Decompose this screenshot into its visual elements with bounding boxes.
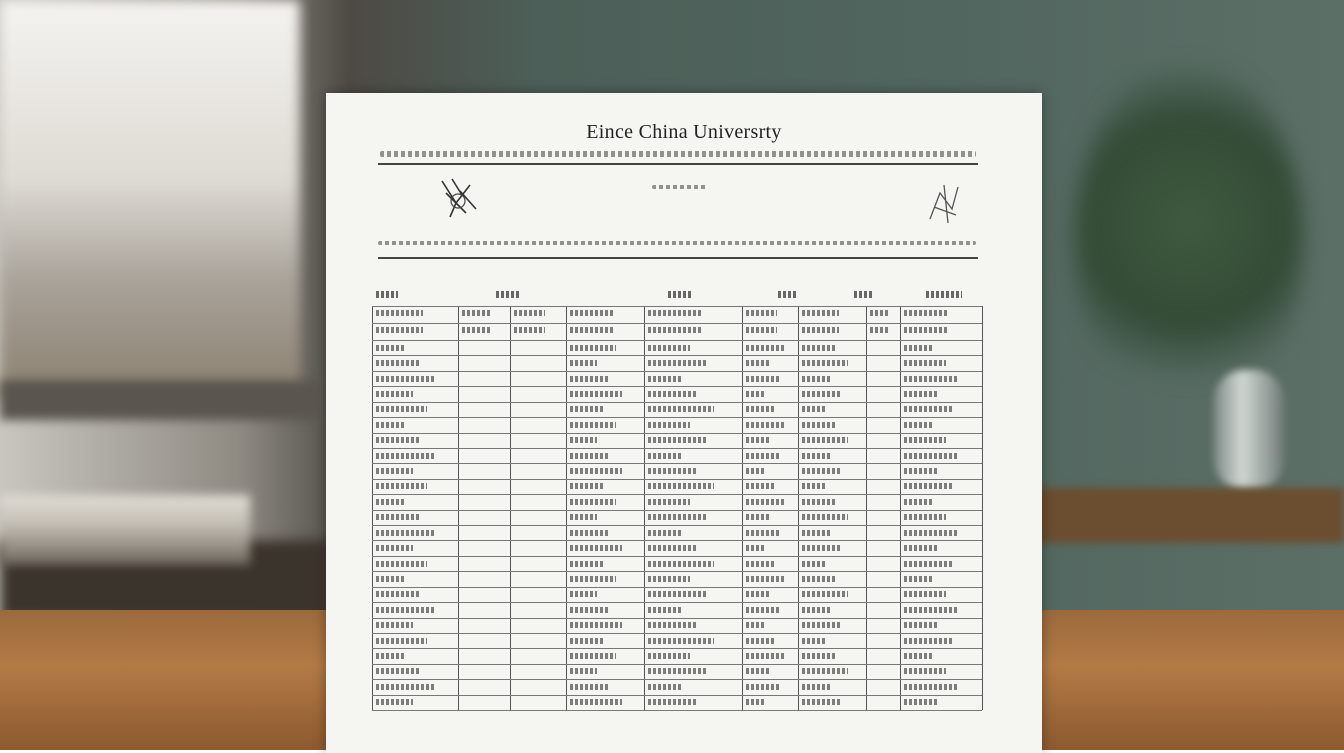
table-column-line	[372, 306, 373, 710]
table-column-line	[866, 306, 867, 710]
table-header-divider	[372, 323, 982, 324]
table-cell	[802, 376, 831, 382]
table-cell	[746, 607, 779, 613]
table-cell	[904, 422, 933, 428]
table-cell	[570, 376, 610, 382]
document-title: Eince China Universrty	[586, 121, 782, 143]
table-cell	[648, 561, 714, 567]
table-cell	[802, 622, 842, 628]
table-header-cell	[514, 327, 545, 333]
table-cell	[746, 684, 779, 690]
table-cell	[904, 561, 952, 567]
table-cell	[904, 453, 959, 459]
table-cell	[746, 406, 775, 412]
table-cell	[904, 391, 939, 397]
table-cell	[376, 468, 413, 474]
grades-table	[372, 306, 982, 710]
table-cell	[746, 561, 775, 567]
table-row-line	[372, 448, 982, 449]
table-cell	[904, 607, 959, 613]
table-cell	[648, 437, 706, 443]
table-cell	[904, 591, 946, 597]
table-row-line	[372, 355, 982, 356]
table-cell	[802, 699, 842, 705]
table-cell	[746, 638, 775, 644]
table-cell	[376, 622, 413, 628]
table-header-cell	[462, 310, 491, 316]
table-cell	[648, 376, 682, 382]
table-cell	[376, 684, 434, 690]
table-cell	[570, 684, 610, 690]
table-cell	[648, 684, 682, 690]
table-cell	[376, 576, 406, 582]
table-header-cell	[746, 327, 777, 333]
table-row-line	[372, 371, 982, 372]
table-cell	[904, 345, 933, 351]
table-cell	[904, 376, 959, 382]
potted-plant	[1074, 60, 1304, 420]
table-cell	[570, 406, 604, 412]
table-cell	[904, 483, 952, 489]
table-cell	[570, 591, 597, 597]
table-cell	[802, 499, 837, 505]
table-row-line	[372, 479, 982, 480]
table-cell	[802, 653, 837, 659]
table-cell	[904, 514, 946, 520]
table-row-line	[372, 664, 982, 665]
table-header-cell	[648, 310, 702, 316]
table-cell	[802, 391, 842, 397]
subtitle-line	[380, 151, 976, 157]
table-cell	[376, 638, 427, 644]
table-cell	[570, 622, 622, 628]
table-cell	[802, 360, 848, 366]
table-header-cell	[802, 310, 839, 316]
table-cell	[648, 668, 706, 674]
table-cell	[746, 653, 784, 659]
table-cell	[648, 422, 690, 428]
vase	[1214, 370, 1284, 490]
table-cell	[376, 437, 420, 443]
table-header-cell	[648, 327, 702, 333]
table-row-line	[372, 587, 982, 588]
table-row-line	[372, 494, 982, 495]
table-header-cell	[870, 327, 889, 333]
table-cell	[746, 483, 775, 489]
table-header-cell	[514, 310, 545, 316]
table-row-line	[372, 571, 982, 572]
table-cell	[648, 406, 714, 412]
table-cell	[746, 422, 784, 428]
table-cell	[376, 514, 420, 520]
table-cell	[802, 437, 848, 443]
table-cell	[376, 391, 413, 397]
table-cell	[746, 576, 784, 582]
table-cell	[570, 638, 604, 644]
table-cell	[376, 499, 406, 505]
table-cell	[648, 468, 698, 474]
table-header-cell	[462, 327, 491, 333]
table-cell	[648, 638, 714, 644]
table-cell	[376, 360, 420, 366]
table-cell	[570, 468, 622, 474]
table-column-line	[900, 306, 901, 710]
table-row-line	[372, 510, 982, 511]
emblem-right-icon	[922, 179, 966, 227]
table-cell	[648, 607, 682, 613]
table-cell	[746, 591, 770, 597]
table-cell	[570, 483, 604, 489]
table-cell	[376, 668, 420, 674]
table-cell	[570, 391, 622, 397]
table-row-line	[372, 710, 982, 711]
table-cell	[904, 638, 952, 644]
table-cell	[570, 345, 616, 351]
center-small-text	[652, 185, 708, 189]
table-cell	[746, 437, 770, 443]
table-cell	[570, 422, 616, 428]
table-cell	[802, 468, 842, 474]
table-cell	[648, 499, 690, 505]
table-cell	[802, 514, 848, 520]
table-header-bottom	[372, 340, 982, 341]
table-cell	[376, 607, 434, 613]
table-cell	[648, 699, 698, 705]
emblem-left-icon	[436, 173, 480, 221]
table-cell	[802, 591, 848, 597]
table-row-line	[372, 463, 982, 464]
table-cell	[746, 453, 779, 459]
table-cell	[570, 453, 610, 459]
table-cell	[904, 622, 939, 628]
table-cell	[648, 483, 714, 489]
table-cell	[570, 360, 597, 366]
window-frame	[0, 380, 320, 420]
table-header-cell	[570, 327, 613, 333]
table-cell	[570, 545, 622, 551]
table-cell	[904, 684, 959, 690]
table-cell	[376, 545, 413, 551]
table-cell	[376, 530, 434, 536]
table-cell	[570, 561, 604, 567]
table-cell	[648, 514, 706, 520]
table-cell	[746, 345, 784, 351]
table-cell	[570, 699, 622, 705]
table-cell	[648, 530, 682, 536]
table-row-line	[372, 540, 982, 541]
table-cell	[802, 530, 831, 536]
table-cell	[376, 483, 427, 489]
table-cell	[648, 545, 698, 551]
table-cell	[746, 499, 784, 505]
document-sheet	[326, 93, 1042, 753]
table-cell	[570, 437, 597, 443]
table-cell	[802, 561, 826, 567]
table-top-border	[372, 306, 982, 307]
table-header-cell	[376, 327, 423, 333]
table-cell	[570, 607, 610, 613]
table-cell	[376, 591, 420, 597]
table-cell	[904, 406, 952, 412]
table-cell	[746, 376, 779, 382]
table-header-cell	[870, 310, 889, 316]
table-cell	[376, 406, 427, 412]
table-column-line	[644, 306, 645, 710]
table-cell	[802, 684, 831, 690]
table-cell	[904, 699, 939, 705]
fine-print-line	[378, 241, 976, 245]
table-cell	[746, 514, 770, 520]
table-cell	[376, 453, 434, 459]
header-rule-top	[378, 163, 978, 165]
header-rule-bottom	[378, 257, 978, 259]
table-row-line	[372, 602, 982, 603]
table-cell	[802, 668, 848, 674]
table-cell	[802, 406, 826, 412]
table-cell	[746, 622, 766, 628]
table-row-line	[372, 695, 982, 696]
table-row-line	[372, 648, 982, 649]
table-cell	[376, 345, 406, 351]
table-cell	[648, 345, 690, 351]
table-cell	[746, 668, 770, 674]
table-cell	[376, 422, 406, 428]
table-cell	[802, 576, 837, 582]
table-row-line	[372, 402, 982, 403]
wooden-shelf	[1034, 488, 1344, 543]
table-row-line	[372, 618, 982, 619]
table-cell	[904, 437, 946, 443]
table-cell	[904, 530, 959, 536]
window-light	[0, 0, 300, 400]
table-cell	[802, 638, 826, 644]
stacked-books	[0, 495, 250, 565]
table-cell	[746, 360, 770, 366]
table-cell	[570, 653, 616, 659]
table-cell	[648, 653, 690, 659]
table-column-line	[742, 306, 743, 710]
table-cell	[904, 668, 946, 674]
table-header-cell	[802, 327, 839, 333]
table-cell	[648, 360, 706, 366]
table-cell	[802, 483, 826, 489]
table-cell	[904, 545, 939, 551]
table-cell	[904, 499, 933, 505]
table-cell	[570, 576, 616, 582]
table-header-cell	[746, 310, 777, 316]
table-cell	[802, 607, 831, 613]
table-cell	[570, 668, 597, 674]
table-cell	[376, 561, 427, 567]
table-row-line	[372, 433, 982, 434]
table-row-line	[372, 525, 982, 526]
table-header-cell	[376, 310, 423, 316]
table-row-line	[372, 556, 982, 557]
table-header-cell	[904, 327, 949, 333]
table-cell	[376, 653, 406, 659]
table-column-line	[982, 306, 983, 710]
table-cell	[648, 391, 698, 397]
table-cell	[648, 576, 690, 582]
table-cell	[376, 376, 434, 382]
table-cell	[802, 345, 837, 351]
table-header-cell	[570, 310, 613, 316]
table-cell	[802, 422, 837, 428]
table-cell	[904, 653, 933, 659]
table-cell	[648, 591, 706, 597]
table-cell	[570, 514, 597, 520]
table-cell	[802, 453, 831, 459]
table-cell	[746, 699, 766, 705]
table-cell	[746, 530, 779, 536]
table-cell	[746, 391, 766, 397]
table-column-line	[566, 306, 567, 710]
table-cell	[904, 576, 933, 582]
table-cell	[648, 622, 698, 628]
table-cell	[802, 545, 842, 551]
table-cell	[904, 360, 946, 366]
table-cell	[570, 499, 616, 505]
table-cell	[746, 468, 766, 474]
table-row-line	[372, 386, 982, 387]
table-cell	[904, 468, 939, 474]
table-cell	[376, 699, 413, 705]
table-cell	[746, 545, 766, 551]
table-column-line	[798, 306, 799, 710]
table-header-cell	[904, 310, 949, 316]
table-column-line	[510, 306, 511, 710]
table-cell	[570, 530, 610, 536]
table-cell	[648, 453, 682, 459]
table-column-line	[458, 306, 459, 710]
table-row-line	[372, 633, 982, 634]
table-row-line	[372, 417, 982, 418]
table-row-line	[372, 679, 982, 680]
